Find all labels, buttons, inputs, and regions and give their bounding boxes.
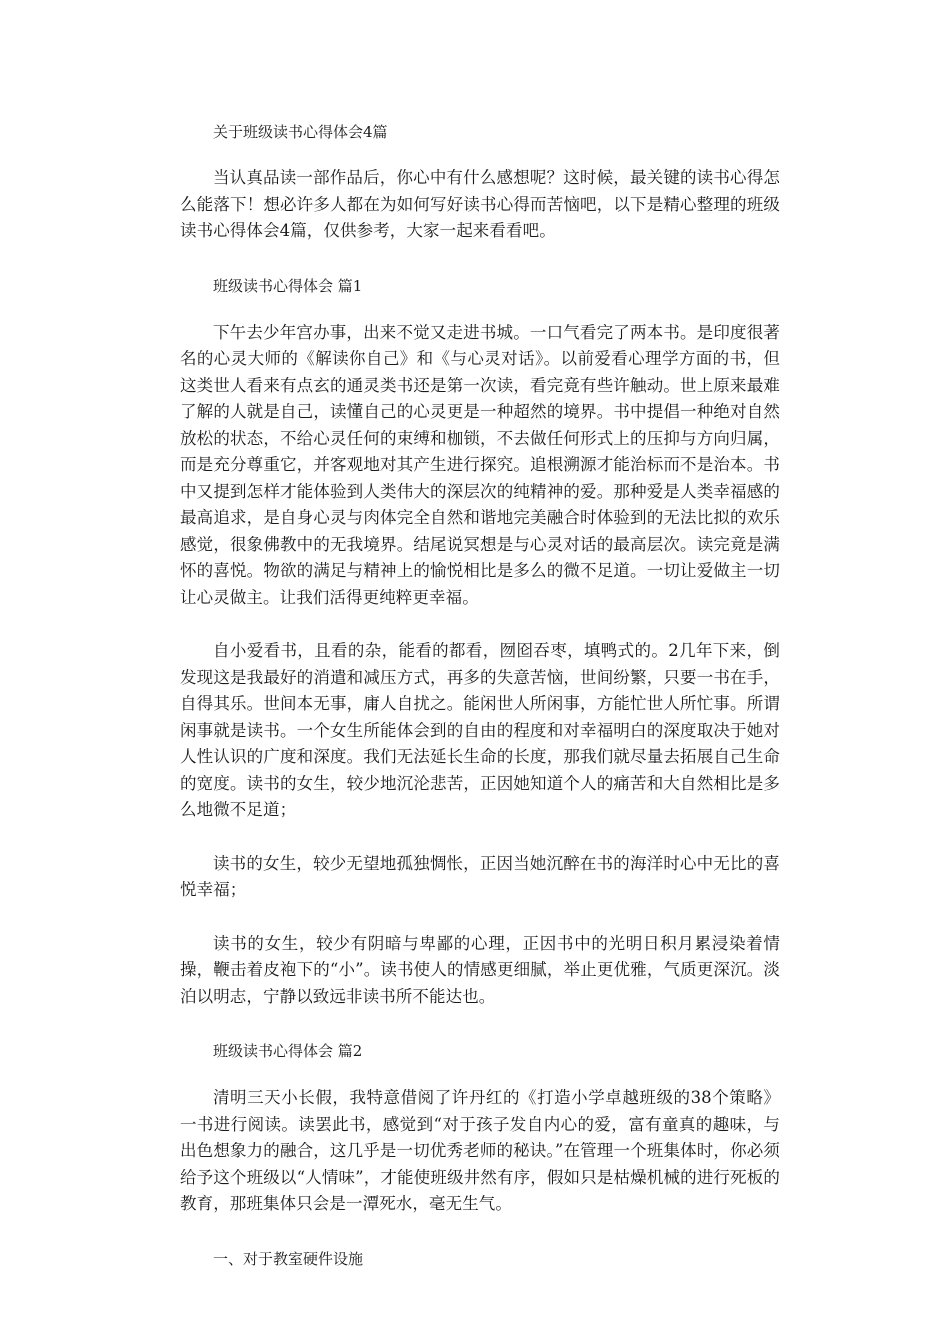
section-1-paragraph-1: 下午去少年宫办事，出来不觉又走进书城。一口气看完了两本书。是印度很著名的心灵大师的《解读你自己》和《与心灵对话》。以前爱看心理学方面的书，但这类世人看来有点玄的通灵类书还是第一次读，看完竟有些许触动。世上原来最难了解的人就是自己，读懂自己的心灵更是一种超然的境界。书中提倡一种绝对自然放松的状态，不给心灵任何的束缚和枷锁，不去做任何形式上的压抑与方向归属，而是充分尊重它，并客观地对其产生进行探究。追根溯源才能治标而不是治本。书中又提到怎样才能体验到人类伟大的深层次的纯精神的爱。那种爱是人类幸福感的最高追求，是自身心灵与肉体完全自然和谐地完美融合时体验到的无法比拟的欢乐感觉，很象佛教中的无我境界。结尾说冥想是与心灵对话的最高层次。读完竟是满怀的喜悦。物欲的满足与精神上的愉悦相比是多么的微不足道。一切让爱做主一切让心灵做主。让我们活得更纯粹更幸福。	[180, 322, 780, 607]
section-1-heading: 班级读书心得体会 篇1	[213, 276, 363, 295]
document-title: 关于班级读书心得体会4篇	[213, 123, 388, 141]
section-2-subheading: 一、对于教室硬件设施	[213, 1249, 364, 1268]
document-page	[180, 118, 780, 1293]
section-1-paragraph-2: 自小爱看书，且看的杂，能看的都看，囫囵吞枣，填鸭式的。2几年下来，倒发现这是我最好的消遣和减压方式，再多的失意苦恼，世间纷繁，只要一书在手，自得其乐。世间本无事，庸人自扰之。能闲世人所闲事，方能忙世人所忙事。所谓闲事就是读书。一个女生所能体会到的自由的程度和对幸福明白的深度取决于她对人性认识的广度和深度。我们无法延长生命的长度，那我们就尽量去拓展自己生命的宽度。读书的女生，较少地沉沦悲苦，正因她知道个人的痛苦和大自然相比是多么地微不足道；	[180, 641, 780, 819]
section-1-paragraph-3: 读书的女生，较少无望地孤独惆怅，正因当她沉醉在书的海洋时心中无比的喜悦幸福；	[180, 853, 780, 899]
section-2-heading: 班级读书心得体会 篇2	[213, 1042, 363, 1060]
section-2-paragraph-1: 清明三天小长假，我特意借阅了许丹红的《打造小学卓越班级的38个策略》一书进行阅读。读罢此书，感觉到“对于孩子发自内心的爱，富有童真的趣味，与出色想象力的融合，这几乎是一切优秀老师的秘诀。”在管理一个班集体时，你必须给予这个班级以“人情味”，才能使班级井然有序，假如只是枯燥机械的进行死板的教育，那班集体只会是一潭死水，毫无生气。	[180, 1088, 780, 1213]
section-1-paragraph-4: 读书的女生，较少有阴暗与卑鄙的心理，正因书中的光明日积月累浸染着情操，鞭击着皮袍下的“小”。读书使人的情感更细腻，举止更优雅，气质更深沉。淡泊以明志，宁静以致远非读书所不能达也。	[180, 933, 780, 1006]
intro-paragraph: 当认真品读一部作品后，你心中有什么感想呢？这时候，最关键的读书心得怎么能落下！想必许多人都在为如何写好读书心得而苦恼吧，以下是精心整理的班级读书心得体会4篇，仅供参考，大家一起来看看吧。	[180, 168, 780, 240]
